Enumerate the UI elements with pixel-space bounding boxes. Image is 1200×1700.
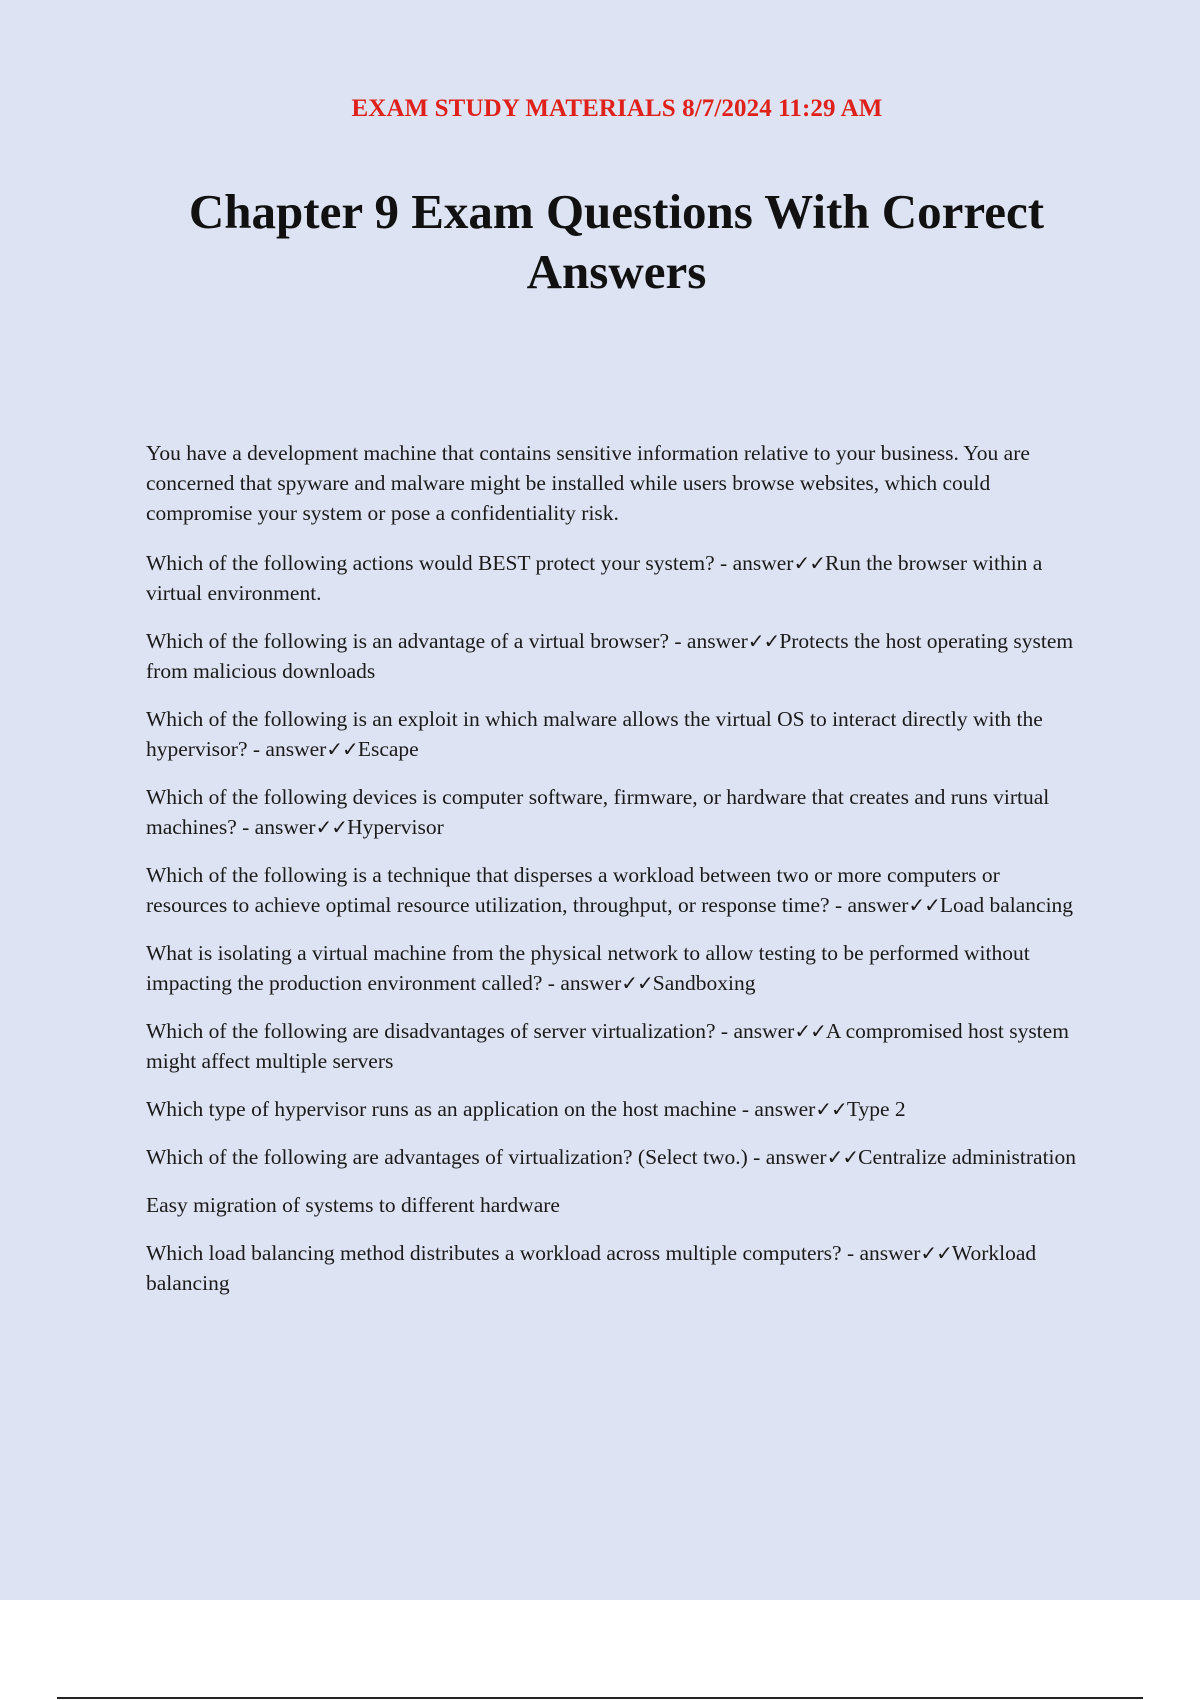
- qa-item: [146, 548, 1086, 608]
- double-check-icon: ✓✓: [794, 1019, 826, 1043]
- qa-item: [146, 1016, 1086, 1076]
- question-text: Which of the following is an exploit in which malware allows the virtual OS to interact directly with the hypervisor? -: [146, 707, 1043, 761]
- question-text: Which of the following is a technique that disperses a workload between two or more computers or resources to achieve optimal resource utilization, throughput, or response time? -: [146, 863, 1000, 917]
- answer-text: Run the browser within a virtual environment.: [146, 551, 1043, 605]
- double-check-icon: ✓✓: [826, 1145, 859, 1169]
- answer-label: answer: [254, 815, 316, 839]
- answer-text: Protects the host operating system from malicious downloads: [146, 629, 1074, 683]
- intro-paragraph: You have a development machine that contains sensitive information relative to your business. You are concerned that spyware and malware might be installed while users browse websites, which could compromise your system or pose a confidentiality risk.: [146, 441, 1030, 525]
- double-check-icon: ✓✓: [815, 1097, 847, 1121]
- answer-label: answer: [265, 737, 327, 761]
- answer-text: Load balancing: [939, 893, 1074, 917]
- answer-text: Hypervisor: [347, 815, 444, 839]
- question-text: Which type of hypervisor runs as an application on the host machine -: [146, 1097, 755, 1121]
- title-line-1: Chapter 9 Exam Questions With Correct: [188, 184, 1045, 239]
- page-title: [150, 182, 1083, 302]
- qa-item: [146, 1142, 1086, 1172]
- double-check-icon: ✓✓: [621, 971, 653, 995]
- answer-text: Type 2: [846, 1097, 906, 1121]
- double-check-icon: ✓✓: [920, 1241, 952, 1265]
- answer-text: A compromised host system might affect multiple servers: [146, 1019, 1069, 1073]
- answer-label: answer: [686, 629, 748, 653]
- answer-label: answer: [765, 1145, 827, 1169]
- question-text: Which of the following are advantages of virtualization? (Select two.) -: [146, 1145, 766, 1169]
- qa-item: [146, 860, 1086, 920]
- exam-banner: EXAM STUDY MATERIALS 8/7/2024 11:29 AM: [351, 95, 883, 122]
- answer-text: Sandboxing: [652, 971, 756, 995]
- question-text: Which of the following are disadvantages of server virtualization? -: [146, 1019, 734, 1043]
- answer-label: answer: [732, 551, 794, 575]
- double-check-icon: ✓✓: [315, 815, 348, 839]
- question-text: Which of the following actions would BEST protect your system? -: [146, 551, 733, 575]
- qa-item: [146, 1094, 1086, 1124]
- double-check-icon: ✓✓: [908, 893, 940, 917]
- qa-item: [146, 704, 1086, 764]
- qa-item-last: [146, 1238, 1086, 1298]
- qa-item: [146, 782, 1086, 842]
- extra-answer: Easy migration of systems to different hardware: [146, 1193, 560, 1217]
- question-text: Which of the following is an advantage of a virtual browser? -: [146, 629, 687, 653]
- double-check-icon: ✓✓: [747, 629, 780, 653]
- answer-label: answer: [560, 971, 622, 995]
- question-text: Which load balancing method distributes a workload across multiple computers? -: [146, 1241, 860, 1265]
- answer-label: answer: [859, 1241, 921, 1265]
- footer-rule: [57, 1697, 1143, 1699]
- question-text: Which of the following devices is computer software, firmware, or hardware that creates and runs virtual machines? -: [146, 785, 1050, 839]
- answer-text: Workload balancing: [146, 1241, 1037, 1295]
- qa-item: [146, 626, 1086, 686]
- qa-list: [146, 548, 1086, 1172]
- question-text: What is isolating a virtual machine from the physical network to allow testing to be performed without impacting the production environment called? -: [146, 941, 1030, 995]
- document-body: [146, 438, 1086, 1316]
- answer-label: answer: [733, 1019, 795, 1043]
- qa-item: [146, 938, 1086, 998]
- answer-label: answer: [847, 893, 909, 917]
- title-line-2: Answers: [526, 244, 707, 299]
- answer-text: Centralize administration: [858, 1145, 1077, 1169]
- double-check-icon: ✓✓: [793, 551, 825, 575]
- answer-text: Escape: [357, 737, 419, 761]
- double-check-icon: ✓✓: [326, 737, 358, 761]
- answer-label: answer: [754, 1097, 816, 1121]
